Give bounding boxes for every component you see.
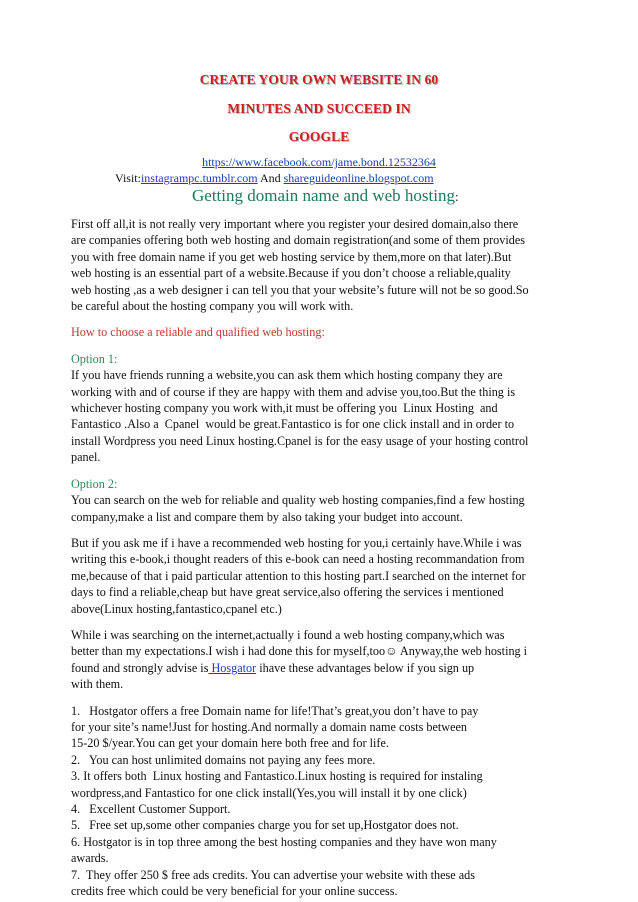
list-item: 1. Hostgator offers a free Domain name for life!That’s great,you don’t have to pay [71,703,479,718]
list-item: 4. Excellent Customer Support. [71,802,231,816]
recommend-paragraph [71,535,571,617]
text-line: be careful about the hosting company you will work with. [71,299,354,314]
text-line: whichever hosting company you work with,it must be offering you Linux Hosting and [71,401,498,416]
list-item: 3. It offers both Linux hosting and Fantastico.Linux hosting is required for instaling [71,769,483,784]
text-line: panel. [71,450,101,465]
text-line: First off all,it is not really very important where you register your desired domain,also there [71,217,519,231]
list-item: 6. Hostgator is in top three among the best hosting companies and they have won many [71,834,497,849]
text-line: with them. [71,677,124,692]
text-line: working with and of course if they are happy with them and advise you,too.But the thing is [71,384,516,399]
option-2-label: Option 2: [71,476,118,491]
facebook-link-line [0,155,638,170]
section-subtitle [192,186,459,206]
text-line: install Wordpress you need Linux hosting.Cpanel is for the easy usage of your hosting control [71,433,529,448]
text-line: If you have friends running a website,you can ask them which hosting company they are [71,368,503,383]
found-line-suffix: ihave these advantages below if you sign up [256,660,475,675]
title-line-3: GOOGLE [288,129,350,144]
text-line: web hosting is an essential part of a website.Because if you don’t choose a reliable,quality [71,266,511,281]
text-line: writing this e-book,i thought readers of this e-book can need a hosting recommandation from [71,552,525,567]
text-line: While i was searching on the internet,actually i found a web hosting company,which was [71,627,505,642]
tumblr-link[interactable]: instagrampc.tumblr.com [140,171,258,185]
text-line: above(Linux hosting,fantastico,cpanel etc.) [71,601,282,616]
how-to-heading: How to choose a reliable and qualified web hosting: [71,325,325,340]
found-line-prefix: found and strongly advise is [71,660,209,675]
list-item: wordpress,and Fantastico for one click install(Yes,you will install it by one click) [71,785,467,800]
facebook-link[interactable]: https://www.facebook.com/jame.bond.12532364 [202,155,436,169]
option-1-label: Option 1: [71,351,118,366]
document-body [71,216,571,899]
text-line: you with free domain name if you get web hosting service by them,more on that later).But [71,249,512,264]
text-line: me,because of that i paid particular attention to this hosting part.I searched on the internet for [71,568,526,583]
subtitle-colon: : [454,189,459,204]
text-line: But if you ask me if i have a recommended web hosting for you,i certainly have.While i was [71,535,522,550]
visit-line [115,171,434,186]
option-2-paragraph [71,492,571,525]
intro-paragraph [71,216,571,314]
list-item: 15-20 $/year.You can get your domain here both free and for life. [71,736,389,751]
text-line: You can search on the web for reliable and quality web hosting companies,find a few hosting [71,493,525,508]
title-line-2: MINUTES AND SUCCEED IN [227,101,411,116]
text-line: better than my expectations.I wish i had done this for myself,too☺ Anyway,the web hosting i [71,644,528,659]
title-line-1: CREATE YOUR OWN WEBSITE IN 60 [199,72,439,87]
list-item: awards. [71,851,109,866]
list-item: for your site’s name!Just for hosting.And normally a domain name costs between [71,719,468,734]
subtitle-text: Getting domain name and web hosting [192,186,455,205]
list-item: 2. You can host unlimited domains not paying any fees more. [71,752,376,767]
text-line: company,make a list and compare them by also taking your budget into account. [71,509,463,524]
text-line: days to find a reliable,cheap but have great service,also offering the services i mentioned [71,585,504,600]
list-item: 7. They offer 250 $ free ads credits. You can advertise your website with these ads [71,867,476,882]
found-paragraph [71,627,571,693]
text-line [71,661,474,675]
list-item: credits free which could be very beneficial for your online success. [71,884,398,899]
visit-prefix: Visit: [115,171,141,185]
text-line: web hosting ,as a web designer i can tell you that your website’s future will not be so good.So [71,282,529,297]
hosgator-link[interactable]: Hosgator [208,660,257,675]
blog-link[interactable]: shareguideonline.blogspot.com [283,171,434,185]
list-item: 5. Free set up,some other companies charge you for set up,Hostgator does not. [71,818,459,833]
visit-and: And [257,171,284,185]
text-line: are companies offering both web hosting and domain registration(and some of them provides [71,233,525,248]
option-1-paragraph [71,367,571,465]
advantages-list [71,703,571,900]
text-line: Fantastico .Also a Cpanel would be great.Fantastico is for one click install and in order to [71,417,515,432]
